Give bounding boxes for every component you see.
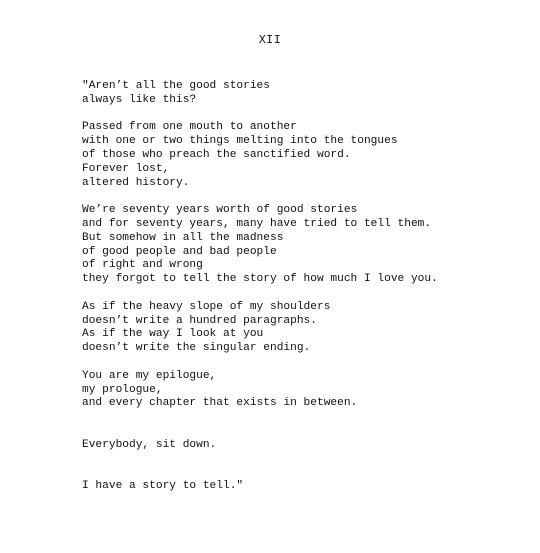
poem-line: Forever lost,: [82, 162, 170, 175]
poem-title: XII: [258, 34, 282, 47]
poem-body: [82, 80, 522, 494]
poem-line: Everybody, sit down.: [82, 438, 217, 451]
stanza-gap: [82, 453, 522, 481]
stanza-gap: [82, 190, 522, 204]
stanza-6: [82, 439, 522, 453]
stanza-1: [82, 80, 522, 108]
stanza-gap: [82, 356, 522, 370]
stanza-gap: [82, 287, 522, 301]
stanza-5: [82, 370, 522, 411]
poem-line: As if the heavy slope of my shoulders: [82, 300, 331, 313]
poem-line: of right and wrong: [82, 259, 203, 272]
poem-line: and every chapter that exists in between.: [82, 397, 358, 410]
poem-line: doesn’t write the singular ending.: [82, 342, 311, 355]
stanza-gap: [82, 411, 522, 439]
poem-line: I have a story to tell.": [82, 480, 244, 493]
poem-line: and for seventy years, many have tried to tell them.: [82, 217, 432, 230]
stanza-3: [82, 204, 522, 287]
poem-line: they forgot to tell the story of how much I love you.: [82, 273, 438, 286]
stanza-gap: [82, 108, 522, 122]
poem-line: of those who preach the sanctified word.: [82, 148, 351, 161]
poem-line: Passed from one mouth to another: [82, 121, 297, 134]
poem-line: with one or two things melting into the tongues: [82, 135, 398, 148]
poem-line: altered history.: [82, 176, 190, 189]
stanza-2: [82, 121, 522, 190]
poem-line: As if the way I look at you: [82, 328, 264, 341]
poem-line: But somehow in all the madness: [82, 231, 284, 244]
stanza-4: [82, 301, 522, 356]
poem-line: always like this?: [82, 93, 197, 106]
poem-line: "Aren’t all the good stories: [82, 80, 270, 92]
poem-line: We’re seventy years worth of good stories: [82, 204, 358, 217]
stanza-7: [82, 480, 522, 494]
poem-line: You are my epilogue,: [82, 369, 217, 382]
poem-line: doesn’t write a hundred paragraphs.: [82, 314, 317, 327]
poem-line: of good people and bad people: [82, 245, 277, 258]
poem-line: my prologue,: [82, 383, 163, 396]
